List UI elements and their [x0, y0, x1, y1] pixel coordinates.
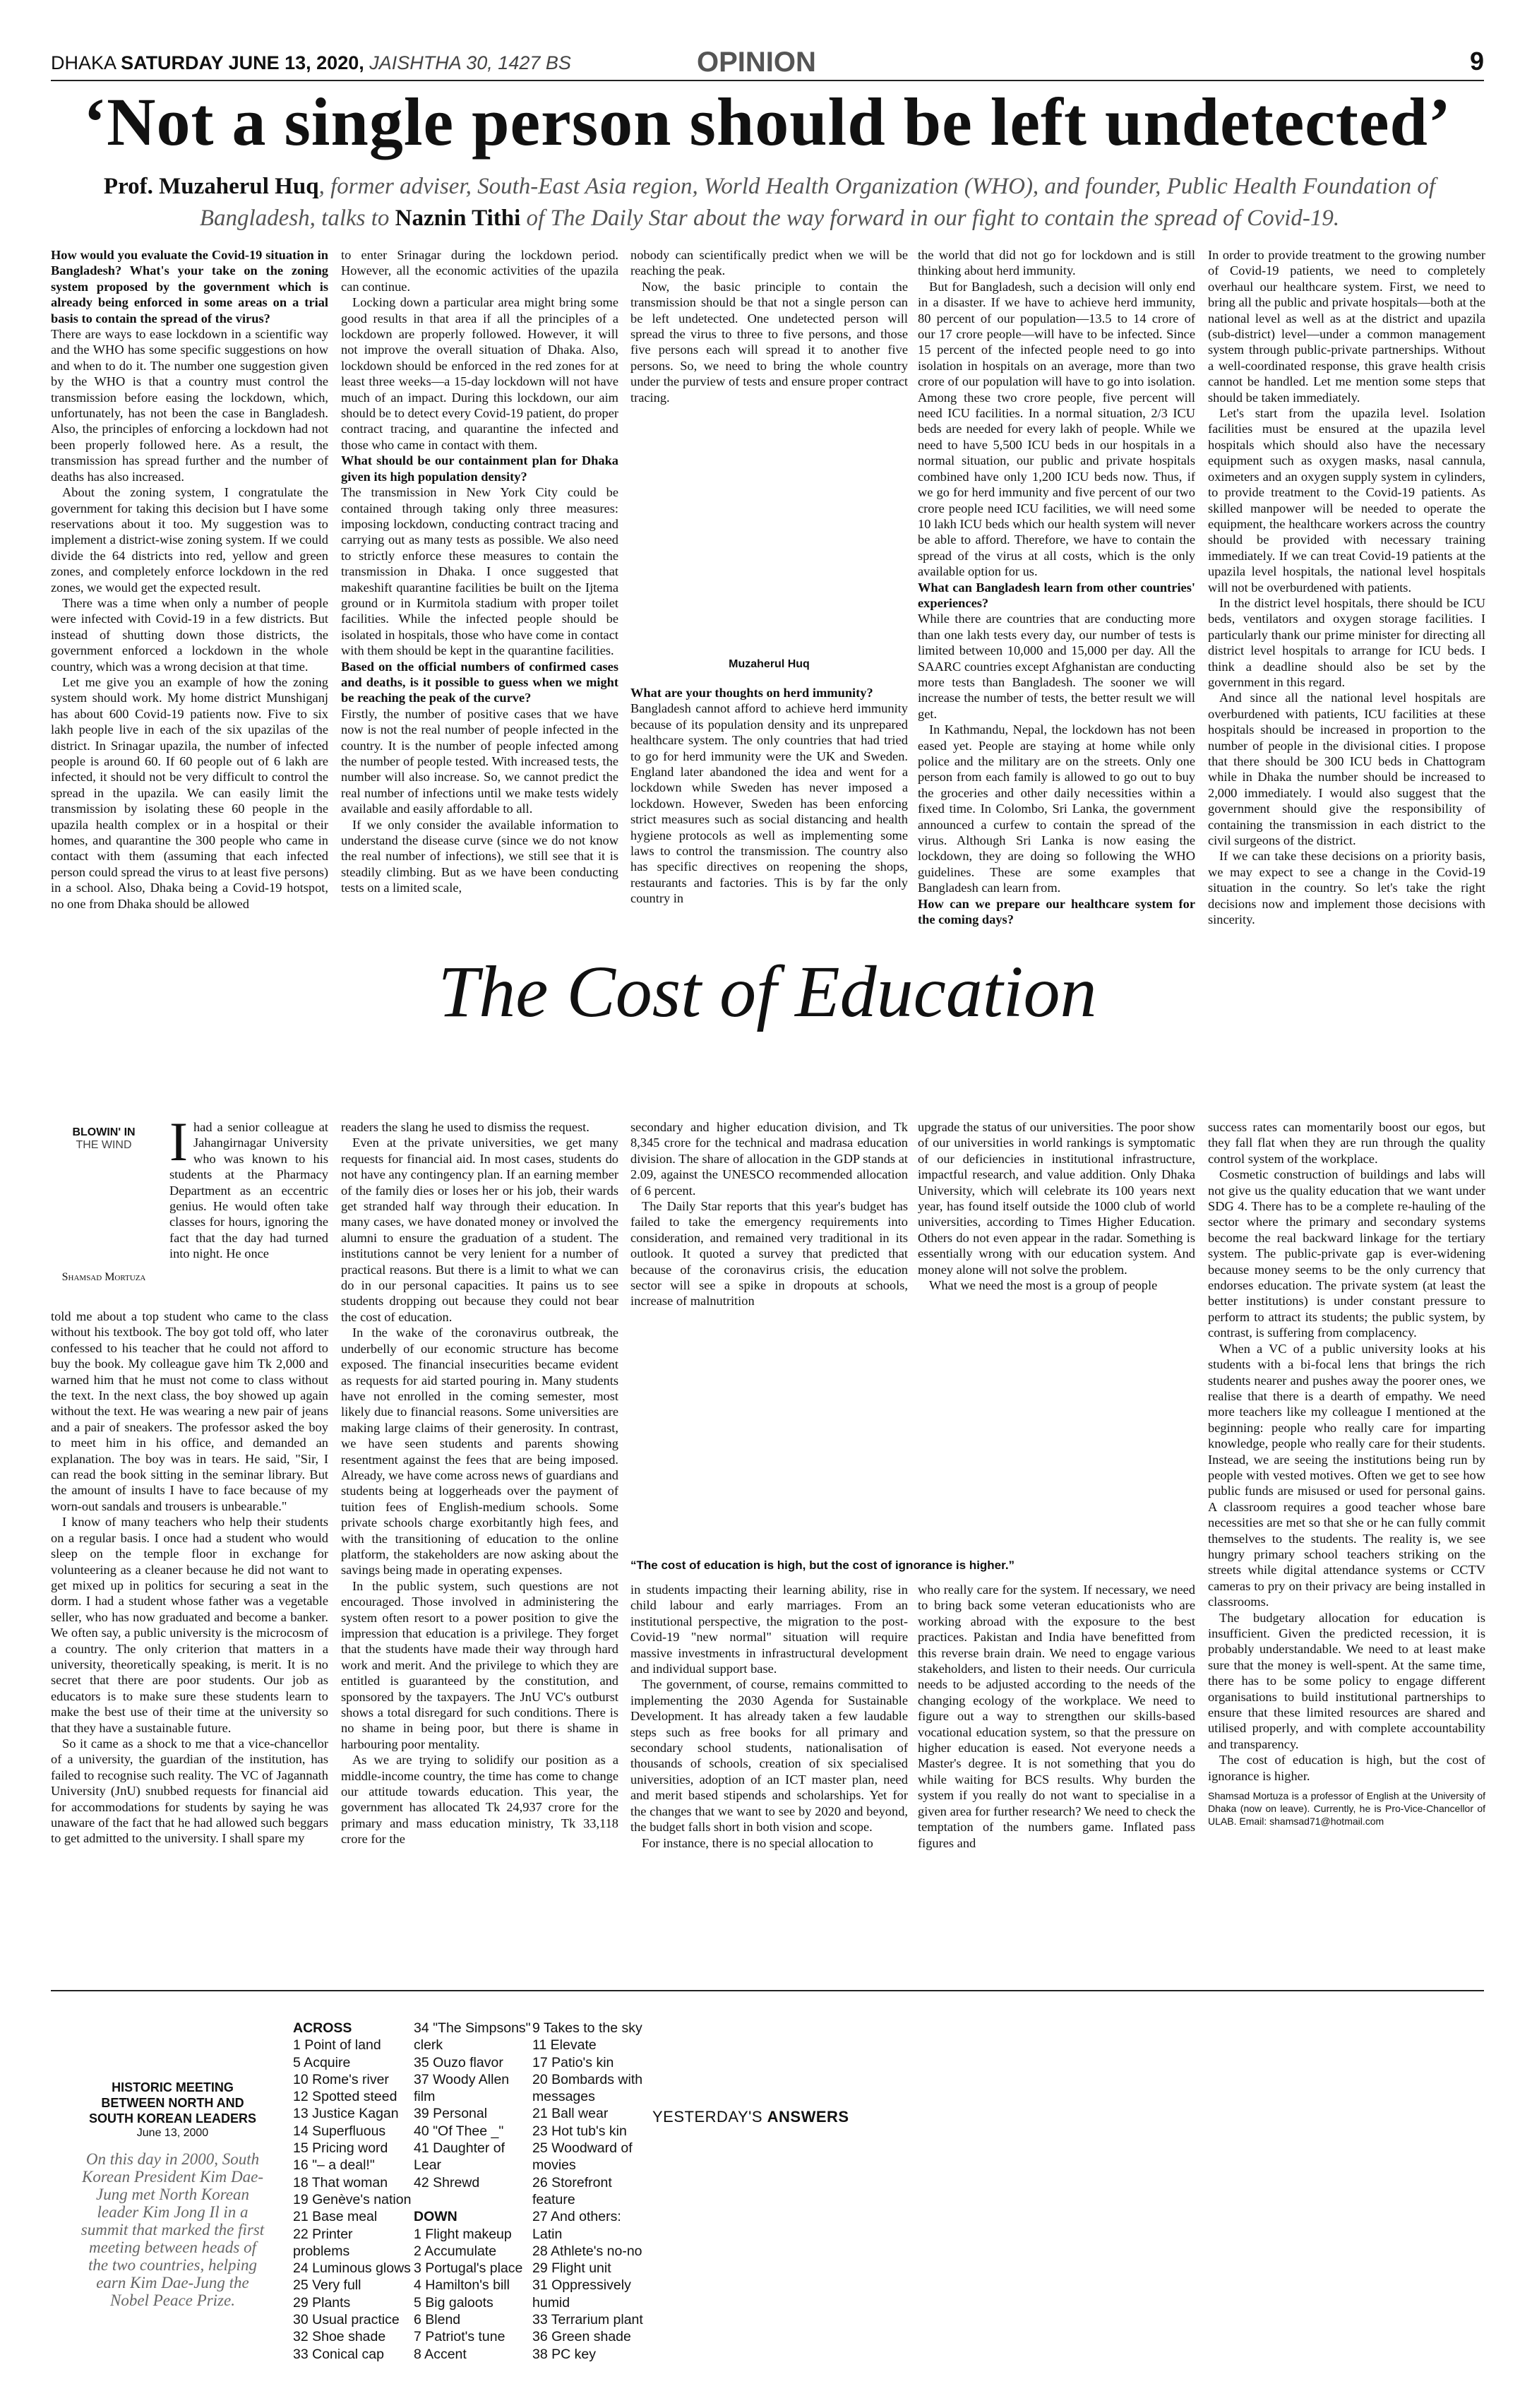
interview-question: How can we prepare our healthcare system for the coming days? [918, 896, 1195, 927]
crossword-clue: 22 Printer [293, 2226, 353, 2242]
paragraph: While there are countries that are conducting more than one lakh tests every day, our number of tests is limited between 10,000 and 15,000 per day. All the SAARC countries except Afghanistan are conducting more tests than Bangladesh. The sooner we will increase the number of tests, the better result we will get. [918, 612, 1195, 721]
paragraph: The government, of course, remains committed to implementing the 2030 Agenda for Sustainable Development. It has already taken a few laudable steps such as free books for all primary and secondary school students, nationalisation of thousands of schools, creation of six specialised universities, adoption of an ICT master plan, need and merit based stipends and scholarships. Yet for the changes that we want to see by 2020 and beyond, the budget falls short in both vision and scope. [630, 1677, 908, 1835]
article2-column-4-lower [918, 1582, 1195, 1851]
crossword-clue: 20 Bombards with [532, 2071, 643, 2087]
crossword-clue: 15 Pricing word [293, 2140, 388, 2157]
masthead-rule [51, 80, 1484, 81]
crossword-clue: film [414, 2089, 436, 2105]
paragraph: told me about a top student who came to the class without his textbook. The boy got told off, who later confessed to his teacher that he could not afford to buy the book. My colleague gave him Tk 2,000 and warned him that he must not come to class without the text. In the next class, the boy showed up again without the text. He was wearing a new pair of jeans and a pair of sneakers. The professor asked the boy to meet him in his office, and demanded an explanation. The boy was in tears. He said, "Sir, I can read the book sitting in the seminar library. But the amount of insults I have to face because of my worn-out sandals and trousers is unbearable." [51, 1309, 328, 1513]
crossword-clue: 24 Luminous glows [293, 2260, 411, 2277]
crossword-clue: 38 PC key [532, 2346, 596, 2362]
page-number: 9 [1469, 47, 1484, 76]
standfirst: Prof. Muzaherul Huq, former adviser, South-East Asia region, World Health Organization (WHO), and founder, Public Health Foundation of Bangladesh, talks to Naznin Tithi of The Daily Star about the way forward in our fight to contain the spread of Covid-19. [103, 174, 1436, 231]
interview-question: How would you evaluate the Covid-19 situation in Bangladesh? What's your take on the zoning system proposed by the government which is already being enforced in some areas on a trial basis to contain the spread of the virus? [51, 248, 328, 326]
crossword-clue: 27 And others: [532, 2209, 621, 2225]
crossword-clue: 11 Elevate [532, 2037, 597, 2054]
crossword-clue: 25 Woodward of [532, 2140, 633, 2157]
crossword-clue: 2 Accumulate [414, 2243, 497, 2259]
crossword-clue: 6 Blend [414, 2312, 461, 2328]
crossword-clue: 33 Terrarium plant [532, 2312, 643, 2328]
paragraph: Locking down a particular area might bring some good results in that area if all the principles of a lockdown are properly followed. However, it will not improve the overall situation of Dhaka. Also, lockdown should be enforced in the red zones for at least three weeks—a 15-day lockdown will not have much of an impact. During this lockdown, our aim should be to detect every Covid-19 patient, do proper contract tracing, and quarantine the infected and those who came in contact with them. [341, 295, 618, 452]
yesterdays-answers-label: YESTERDAY'S ANSWERS [652, 2108, 849, 2126]
paragraph: When a VC of a public university looks at his students with a bi-focal lens that brings the rich students nearer and pushes away the poorer ones, we realise that there is a dearth of empathy. We need more teachers like my colleague I mentioned at the beginning: people who really care for imparting knowledge, people who really care for their students. Instead, we are seeing the institutions being run by people with vested motives. Often we get to see how public funds are misused or used for personal gains. A classroom requires a good teacher whose bare necessities are met so that she or he can fully commit themselves to the students. The reality is, we see hungry primary school teachers striking on the streets while digital attendance systems or CCTV cameras to pry on their privacy are being installed in classrooms. [1208, 1341, 1485, 1609]
crossword-clue: 35 Ouzo flavor [414, 2054, 503, 2070]
crossword-heading: DOWN [414, 2209, 457, 2225]
article2-title: The Cost of Education [438, 951, 1097, 1032]
crossword-clue: 5 Big galoots [414, 2294, 493, 2311]
paragraph: Even at the private universities, we get many requests for financial aid. In most cases, students do not have any contingency plan. If an earning member of the family dies or loses her or his job, their wards get stranded half way through their education. In many cases, we have donated money or involved the alumni to ensure the graduation of a student. The institutions cannot be very lenient for a number of practical reasons. But there is a limit to what we can do in our personal capacities. It pains us to see students dropping out because they could not bear the cost of education. [341, 1136, 618, 1324]
crossword-clue: 25 Very full [293, 2277, 361, 2294]
paragraph: In the public system, such questions are not encouraged. Those involved in administering the system often resort to a power position to give the impression that education is a privilege. They forget that the students have made their way through hard work and merit. And the privilege to which they are entitled is guaranteed by the constitution, and sponsored by the taxpayers. The JnU VC's outburst shows a total disregard for such conditions. There is no shame in being poor, but there is shame in harbouring poor mentality. [341, 1578, 618, 1751]
article1-column-2 [341, 247, 618, 896]
paragraph: If we only consider the available information to understand the disease curve (since we do not know the real number of infections), we still see that it is steadily climbing. But as we have been conducting tests on a limited scale, [341, 817, 618, 895]
crossword-clue: 21 Ball wear [532, 2106, 609, 2122]
history-body: On this day in 2000, South Korean President Kim Dae-Jung met North Korean leader Kim Jong Il in a summit that marked the first meeting between heads of the two countries, helping earn Kim Dae-Jung the Nobel Peace Prize. [80, 2150, 265, 2309]
crossword-clue: 34 "The Simpsons" [414, 2020, 531, 2036]
crossword-clue: 12 Spotted steed [293, 2089, 397, 2105]
paragraph: Firstly, the number of positive cases that we have now is not the real number of people infected in the country. It is the number of people infected among the number of people tested. With increased tests, the number will also increase. So, we cannot predict the real number of infections until we make tests widely available and easily affordable to all. [341, 706, 618, 816]
crossword-clues-across-2 [414, 2020, 531, 2363]
paragraph: Now, the basic principle to contain the transmission should be that not a single person can be left undetected. One undetected person will spread the virus to three to five persons, and those five persons each will spread it to another five persons. So, we need to bring the whole country under the purview of tests and ensure proper contract tracing. [630, 279, 908, 405]
crossword-clue: 14 Superfluous [293, 2123, 386, 2139]
paragraph: nobody can scientifically predict when we will be reaching the peak. [630, 248, 908, 278]
crossword-clue: 19 Genève's nation [293, 2191, 412, 2207]
crossword-clue: 3 Portugal's place [414, 2260, 523, 2277]
history-date: June 13, 2000 [136, 2127, 209, 2139]
crossword-clues-across-1 [293, 2020, 411, 2363]
paragraph: the world that did not go for lockdown and is still thinking about herd immunity. [918, 248, 1195, 278]
article2-lead: Ihad a senior colleague at Jahangirnagar University who was known to his students at the Pharmacy Department as an eccentric genius. He would often take classes for hours, ignoring the fact that the day had turned into night. He once [169, 1111, 328, 1261]
crossword-clue: movies [532, 2157, 576, 2174]
crossword-clue: 39 Personal [414, 2106, 488, 2122]
crossword-clue: 7 Patriot's tune [414, 2329, 505, 2345]
crossword-clue: 36 Green shade [532, 2329, 631, 2345]
drop-cap: I [169, 1111, 188, 1172]
paragraph: In the wake of the coronavirus outbreak, the underbelly of our economic structure has become exposed. The financial insecurities became evident as requests for aid started pouring in. Many students have not enrolled in the coming semester, most likely due to financial reasons. Some universities are making large claims of their generosity. In contrast, we have seen students and parents showing resentment against the fees that are being imposed. Already, we have come across news of guardians and students being at loggerheads over the payment of tuition fees of English-medium schools. Some private schools charge exorbitantly high fees, and with the transitioning of education to the online platform, the stakeholders are now asking about the savings being made in operating expenses. [341, 1325, 618, 1578]
crossword-clue: 33 Conical cap [293, 2346, 384, 2362]
article1-column-3 [630, 247, 908, 405]
article2-column-3-lower [630, 1582, 908, 1851]
article2-column-2 [341, 1119, 618, 1847]
crossword-clue: 37 Woody Allen [414, 2071, 510, 2087]
dateline: DHAKA SATURDAY JUNE 13, 2020, JAISHTHA 30, 1427 BS [51, 52, 571, 73]
crossword-clue: 32 Shoe shade [293, 2329, 386, 2345]
paragraph: As we are trying to solidify our position as a middle-income country, the time has come to change our attitude towards education. This year, the government has allocated Tk 24,937 crore for the primary and mass education ministry, Tk 33,118 crore for the [341, 1753, 618, 1847]
crossword-clue: Latin [532, 2226, 563, 2242]
paragraph: If we can take these decisions on a priority basis, we may expect to see a change in the Covid-19 situation in the country. So let's take the right decisions now and implement those decisions with sincerity. [1208, 849, 1485, 927]
crossword-clue: Lear [414, 2157, 442, 2174]
paragraph: But for Bangladesh, such a decision will only end in a disaster. If we have to achieve herd immunity, 80 percent of our population—13.5 to 14 crore of our 17 crore people—will have to be infected. Since 15 percent of the infected people need to go into isolation in hospitals on an average, more than two crore of our population will have to go into isolation. Among these two crore people, five percent will need ICU facilities. In a normal situation, 2/3 ICU beds are needed for every lakh of people. While we need to have 5,500 ICU beds in our hospitals in a normal situation, our public and private hospitals combined have only 1,200 ICU beds now. Thus, if we go for herd immunity and five percent of our two crore people need ICU facilities, we will need some 10 lakh ICU beds which our health system will never be able to afford. Therefore, we have to contain the spread of the virus at all costs, which is the only available option for us. [918, 279, 1195, 579]
crossword-clue: clerk [414, 2037, 443, 2054]
article1-column-1 [51, 247, 328, 912]
interview-question: What should be our containment plan for Dhaka given its high population density? [341, 453, 618, 484]
paragraph: The budgetary allocation for education is insufficient. Given the predicted recession, it is probably understandable. We need to at least make sure that the money is well-spent. At the same time, there has to be some policy to engage different organisations to build institutional partnerships to ensure that these limited resources are shared and utilised properly, and with complete accountability and transparency. [1208, 1610, 1485, 1751]
paragraph: readers the slang he used to dismiss the request. [341, 1120, 590, 1134]
crossword-clue: 41 Daughter of [414, 2140, 505, 2157]
paragraph: secondary and higher education division, and Tk 8,345 crore for the technical and madrasa education division. The share of allocation in the GDP stands at 2.09, against the UNESCO recommended allocation of 6 percent. [630, 1120, 908, 1198]
crossword-clue: 29 Plants [293, 2294, 351, 2311]
article1-column-5 [1208, 247, 1485, 927]
paragraph: There are ways to ease lockdown in a scientific way and the WHO has some specific suggestions on how and when to do it. The number one suggestion given by the WHO is that a country must control the transmission before easing the lockdown, which, unfortunately, has not been the case in Bangladesh. Also, the principles of enforcing a lockdown had not been properly followed here. As a result, the transmission has spread further and the number of deaths has also increased. [51, 327, 328, 484]
crossword-heading: ACROSS [293, 2020, 352, 2036]
crossword-clue: 10 Rome's river [293, 2071, 389, 2087]
paragraph: who really care for the system. If necessary, we need to bring back some veteran educationists who are working abroad with the exposure to the best practices. Pakistan and India have benefitted from this reverse brain drain. We need to engage various stakeholders, and listen to their needs. Our curricula needs to be adjusted according to the needs of the changing ecology of the workplace. We need to figure out a way to strengthen our skills-based vocational education system, so that the pressure on higher education is eased. Not everyone needs a Master's degree. It is not something that you do while waiting for BCS results. Why burden the system if you really do not want to specialise in a given area for further research? We need to check the temptation of the numbers game. Inflated pass figures and [918, 1583, 1195, 1850]
paragraph: Let me give you an example of how the zoning system should work. My home district Munshiganj has about 600 Covid-19 patients now. Five to six lakh people live in each of the six upazilas of the district. In Srinagar upazila, the number of infected people is around 60. If 60 people out of 6 lakh are infected, it should not be very difficult to control the spread in the upazila. We can easily limit the transmission by isolating these 60 people in the upazila health complex or in a hospital or their homes, and quarantine the 300 people who came in contact with them (assuming that each infected person could spread the virus to at least five persons) in a school. Also, Dhaka being a Covid-19 hotspot, no one from Dhaka should be allowed [51, 674, 328, 911]
article2-column-3 [630, 1119, 908, 1309]
paragraph: What we need the most is a group of people [929, 1278, 1158, 1293]
interview-question: What can Bangladesh learn from other countries' experiences? [918, 580, 1195, 610]
article2-column-5 [1208, 1119, 1485, 1828]
paragraph: In Kathmandu, Nepal, the lockdown has not been eased yet. People are staying at home while only police and the military are on the streets. Only one person from each family is allowed to go out to buy the groceries and other daily necessities within a fixed time. In Colombo, Sri Lanka, the government announced a curfew to contain the spread of the virus. Although Sri Lanka is now easing the lockdown, they are doing so following the WHO guidelines. These are some examples that Bangladesh can learn from. [918, 722, 1195, 895]
paragraph: Bangladesh cannot afford to achieve herd immunity because of its population density and its unprepared healthcare system. The only countries that had tried to go for herd immunity were the UK and Sweden. England later abandoned the idea and went for a lockdown while Sweden has never imposed a lockdown. However, Sweden has been enforcing strict measures such as social distancing and health hygiene protocols as well as implementing some laws to control the transmission. The country also has specific directives on reopening the shops, restaurants and factories. This is by far the only country in [630, 701, 908, 906]
masthead [51, 47, 1484, 81]
paragraph: The Daily Star reports that this year's budget has failed to take the emergency requirements into consideration, and remained very traditional in its outlook. It quoted a survey that predicted that because of the coronavirus crisis, the education sector will see a spike in dropouts at schools, increase of malnutrition [630, 1199, 908, 1309]
interview-question: Based on the official numbers of confirmed cases and deaths, is it possible to guess when we might be reaching the peak of the curve? [341, 659, 618, 705]
crossword-clues-down-2 [532, 2020, 643, 2363]
section-title: OPINION [697, 47, 816, 78]
author-bio: Shamsad Mortuza is a professor of English at the University of Dhaka (now on leave). Currently, he is Pro-Vice-Chancellor of ULAB. Email: shamsad71@hotmail.com [1208, 1790, 1485, 1828]
crossword-clue: 29 Flight unit [532, 2260, 611, 2277]
paragraph: There was a time when only a number of people were infected with Covid-19 in a few districts. But instead of shutting down those districts, the government enforced a lockdown in the whole country, which was a wrong decision at that time. [51, 595, 328, 674]
crossword-clue: problems [293, 2243, 350, 2259]
author-byline: Shamsad Mortuza [61, 1271, 146, 1283]
paragraph: In the district level hospitals, there should be ICU beds, ventilators and oxygen storage facilities. I particularly thank our prime minister for directing all district level hospitals to arrange for ICU beds. I think a deadline should also be set by the government in this regard. [1208, 595, 1485, 689]
crossword-clue: messages [532, 2089, 595, 2105]
crossword-clue: 42 Shrewd [414, 2174, 480, 2191]
history-title: HISTORIC MEETING BETWEEN NORTH AND SOUTH KOREAN LEADERS [88, 2080, 256, 2126]
crossword-clue: 23 Hot tub's kin [532, 2123, 627, 2139]
paragraph: I know of many teachers who help their students on a regular basis. I once had a student who would sleep on the temple floor in exchange for volunteering as a cleaner because he did not want to get mixed up in politics for securing a seat in the dorm. I had a student whose father was a vegetable seller, who has now graduated and become a banker. We often say, a public university is the microcosm of a country. The only criterion that matters in a university, theoretically speaking, is merit. It is no secret that there are poor students. Our job as educators is to make sure these students learn to make the best use of their time at the university so that they have a sustainable future. [51, 1515, 328, 1735]
paragraph: So it came as a shock to me that a vice-chancellor of a university, the guardian of the institution, has failed to recognise such reality. The VC of Jagannath University (JnU) snubbed requests for financial aid for accommodations for students by saying he was unaware of the fact that he had allowed such beggars to get admitted to the university. I shall spare my [51, 1736, 328, 1846]
crossword-clue: 13 Justice Kagan [293, 2106, 399, 2122]
article1-column-4 [918, 247, 1195, 927]
paragraph: upgrade the status of our universities. The poor show of our universities in world rankings is symptomatic of our deficiencies in institutional infrastructure, impactful research, and value addition. Only Dhaka University, which will celebrate its 100 years next year, has found itself outside the 1000 club of world universities, according to Times Higher Education. Others do not even appear in the radar. Something is essentially wrong with our education system. And money alone will not solve the problem. [918, 1120, 1195, 1277]
column-name: BLOWIN' IN THE WIND [72, 1126, 136, 1151]
crossword-clue: 1 Point of land [293, 2037, 381, 2054]
pull-quote: “The cost of education is high, but the cost of ignorance is higher.” [630, 1558, 1015, 1572]
crossword-clue: 31 Oppressively [532, 2277, 631, 2294]
paragraph: The cost of education is high, but the cost of ignorance is higher. [1208, 1753, 1485, 1783]
crossword-clue: 18 That woman [293, 2174, 388, 2191]
crossword-clue: 1 Flight makeup [414, 2226, 512, 2242]
crossword-clue: 21 Base meal [293, 2209, 378, 2225]
crossword-clue: 28 Athlete's no-no [532, 2243, 642, 2259]
paragraph: in students impacting their learning ability, rise in child labour and early marriages. From an institutional perspective, the migration to the post-Covid-19 "new normal" situation will require massive investments in infrastructural development and individual support base. [630, 1583, 908, 1676]
crossword-clue: humid [532, 2294, 570, 2311]
paragraph: About the zoning system, I congratulate the government for taking this decision but I have some reservations about it too. My suggestion was to implement a district-wise zoning system. If we could divide the 64 districts into red, yellow and green zones, and completely enforce lockdown in the red zones, we would get the expected result. [51, 485, 328, 595]
article1-column-3-lower [630, 685, 908, 907]
paragraph: And since all the national level hospitals are overburdened with patients, ICU facilities at these hospitals should be increased in proportion to the number of people in the divisional cities. I propose that there should be 300 ICU beds in Chattogram while in Dhaka the number should be increased to 2,000 immediately. I would also suggest that the government should give the responsibility of containing the transmission in each district to the civil surgeons of the district. [1208, 691, 1485, 848]
crossword-clue: 30 Usual practice [293, 2312, 400, 2328]
crossword-clue: 40 "Of Thee _" [414, 2123, 504, 2139]
crossword-clue: feature [532, 2191, 575, 2207]
paragraph: Let's start from the upazila level. Isolation facilities must be ensured at the upazila level hospitals which should also have the necessary equipment such as oxygen masks, nasal cannula, oximeters and an oxygen supply system in cylinders, to provide treatment to the Covid-19 patients. As skilled manpower will be needed to operate the equipment, the healthcare workers across the country should be provided with necessary training immediately. If we can treat Covid-19 patients at the upazila level hospitals, the national level hospitals will not be overburdened with patients. [1208, 406, 1485, 595]
crossword-clue: 16 "– a deal!" [293, 2157, 375, 2174]
bottom-rule [51, 1990, 1484, 1991]
crossword-clue: 17 Patio's kin [532, 2054, 614, 2070]
paragraph: For instance, there is no special allocation to [642, 1835, 873, 1850]
interview-question: What are your thoughts on herd immunity? [630, 686, 873, 700]
paragraph: success rates can momentarily boost our egos, but they fall flat when they are run through the quality control system of the workplace. [1208, 1120, 1485, 1166]
crossword-clue: 4 Hamilton's bill [414, 2277, 510, 2294]
article-headline: ‘Not a single person should be left undetected’ [83, 84, 1452, 160]
paragraph: Cosmetic construction of buildings and labs will not give us the quality education that we want under SDG 4. There has to be a complete re-hauling of the sector where the primary and secondary systems become the real backward linkage for the tertiary system. The public-private gap is ever-widening because money seems to be the only currency that endorses education. The private system (at least the better institutions) is under constant pressure to perform to attract its students; the public system, by contrast, is suffering from complacency. [1208, 1167, 1485, 1340]
article2-column-1 [51, 1309, 328, 1847]
crossword-clue: 26 Storefront [532, 2174, 612, 2191]
paragraph: The transmission in New York City could be contained through taking only three measures: imposing lockdown, conducting contract tracing and carrying out as many tests as possible. We also need to strictly enforce these measures to contain the transmission in Dhaka. I once suggested that makeshift quarantine facilities be built on the Ijtema ground or in Kurmitola stadium with proper toilet facilities. While the infected people should be isolated in hospitals, those who have come in contact with them should be kept in the quarantine facilities. [341, 485, 618, 658]
paragraph: to enter Srinagar during the lockdown period. However, all the economic activities of the upazila can continue. [341, 248, 618, 294]
crossword-clue: 9 Takes to the sky [532, 2020, 642, 2036]
crossword-clue: 8 Accent [414, 2346, 467, 2362]
paragraph: In order to provide treatment to the growing number of Covid-19 patients, we need to completely overhaul our healthcare system. First, we need to bring all the public and private hospitals—both at the national level as well as at the district and upazila (sub-district) level—under a common management system through public-private partnerships. Without a well-coordinated response, this grave health crisis cannot be handled. Let me mention some steps that should be taken immediately. [1208, 248, 1485, 405]
photo-caption: Muzaherul Huq [729, 658, 810, 670]
crossword-clue: 5 Acquire [293, 2054, 351, 2070]
article2-column-4 [918, 1119, 1195, 1293]
